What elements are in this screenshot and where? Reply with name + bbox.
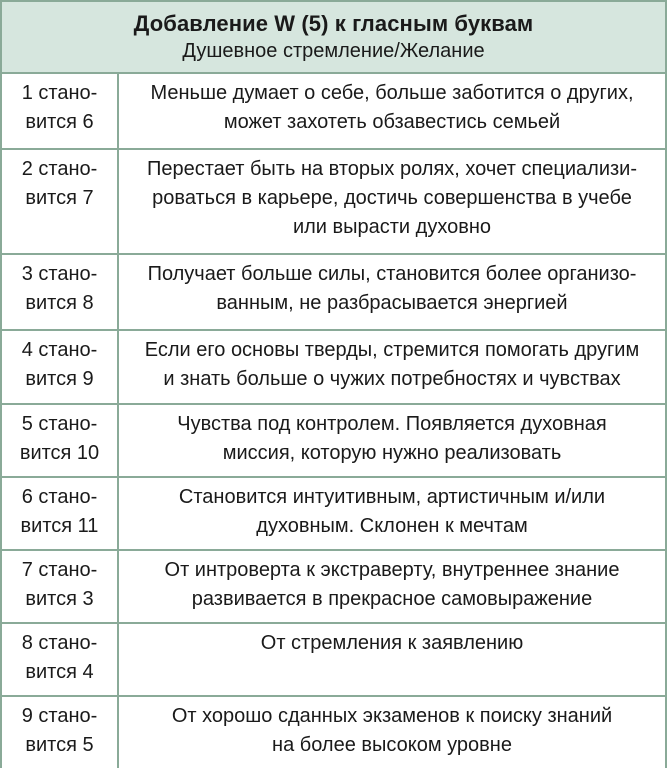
number-text: 4 стано- (21, 339, 98, 361)
number-cell (2, 624, 119, 695)
table-row (2, 255, 665, 331)
number-text: 8 стано- (21, 632, 98, 654)
number-text: 2 стано- (21, 158, 98, 180)
description-text: От стремления к заявлению (260, 632, 524, 654)
description-text: развивается в прекрасное самовыражение (191, 588, 593, 610)
number-text: вится 8 (25, 292, 94, 314)
description-text: духовным. Склонен к мечтам (256, 515, 528, 537)
description-text: От хорошо сданных экзаменов к поиску знаний (171, 705, 613, 727)
description-cell (119, 551, 665, 622)
number-text: 7 стано- (21, 559, 98, 581)
number-text: вится 5 (25, 734, 94, 756)
description-cell (119, 74, 665, 148)
description-cell (119, 150, 665, 253)
description-cell (119, 255, 665, 329)
table-row (2, 74, 665, 150)
table-subtitle: Душевное стремление/Желание (182, 40, 485, 62)
number-cell (2, 150, 119, 253)
number-cell (2, 331, 119, 403)
description-text: Чувства под контролем. Появляется духовная (177, 413, 607, 435)
description-text: Если его основы тверды, стремится помогать другим (144, 339, 640, 361)
description-cell (119, 405, 665, 476)
number-text: вится 4 (25, 661, 94, 683)
table-title: Добавление W (5) к гласным буквам (133, 11, 534, 36)
number-text: 3 стано- (21, 263, 98, 285)
number-text: вится 7 (25, 187, 94, 209)
table-row (2, 697, 665, 768)
description-cell (119, 478, 665, 549)
number-cell (2, 697, 119, 768)
description-text: на более высоком уровне (272, 734, 512, 756)
description-text: ванным, не разбрасывается энергией (216, 292, 568, 314)
table-row (2, 478, 665, 551)
number-cell (2, 255, 119, 329)
table-row (2, 624, 665, 697)
number-cell (2, 551, 119, 622)
description-text: роваться в карьере, достичь совершенства в учебе (152, 187, 632, 209)
description-cell (119, 697, 665, 768)
table-row (2, 150, 665, 255)
table-row (2, 551, 665, 624)
number-text: вится 3 (25, 588, 94, 610)
number-text: 6 стано- (21, 486, 98, 508)
description-cell (119, 331, 665, 403)
number-text: 9 стано- (21, 705, 98, 727)
description-text: Меньше думает о себе, больше заботится о других, (150, 82, 634, 104)
number-cell (2, 478, 119, 549)
description-text: Становится интуитивным, артистичным и/или (178, 486, 606, 508)
table-header (2, 2, 665, 74)
number-cell (2, 74, 119, 148)
description-text: может захотеть обзавестись семьей (223, 111, 561, 133)
description-text: Перестает быть на вторых ролях, хочет специализи- (147, 158, 637, 180)
number-cell (2, 405, 119, 476)
number-text: вится 10 (19, 442, 100, 464)
description-cell (119, 624, 665, 695)
description-text: От интроверта к экстраверту, внутреннее знание (164, 559, 620, 581)
table-row (2, 331, 665, 405)
description-text: или вырасти духовно (292, 216, 492, 238)
number-text: вится 9 (25, 368, 94, 390)
description-text: Получает больше силы, становится более организо- (147, 263, 637, 285)
description-text: миссия, которую нужно реализовать (222, 442, 562, 464)
number-text: 1 стано- (21, 82, 98, 104)
description-text: и знать больше о чужих потребностях и чувствах (163, 368, 621, 390)
number-text: вится 11 (20, 515, 99, 537)
table-row (2, 405, 665, 478)
number-text: вится 6 (25, 111, 94, 133)
number-text: 5 стано- (21, 413, 98, 435)
